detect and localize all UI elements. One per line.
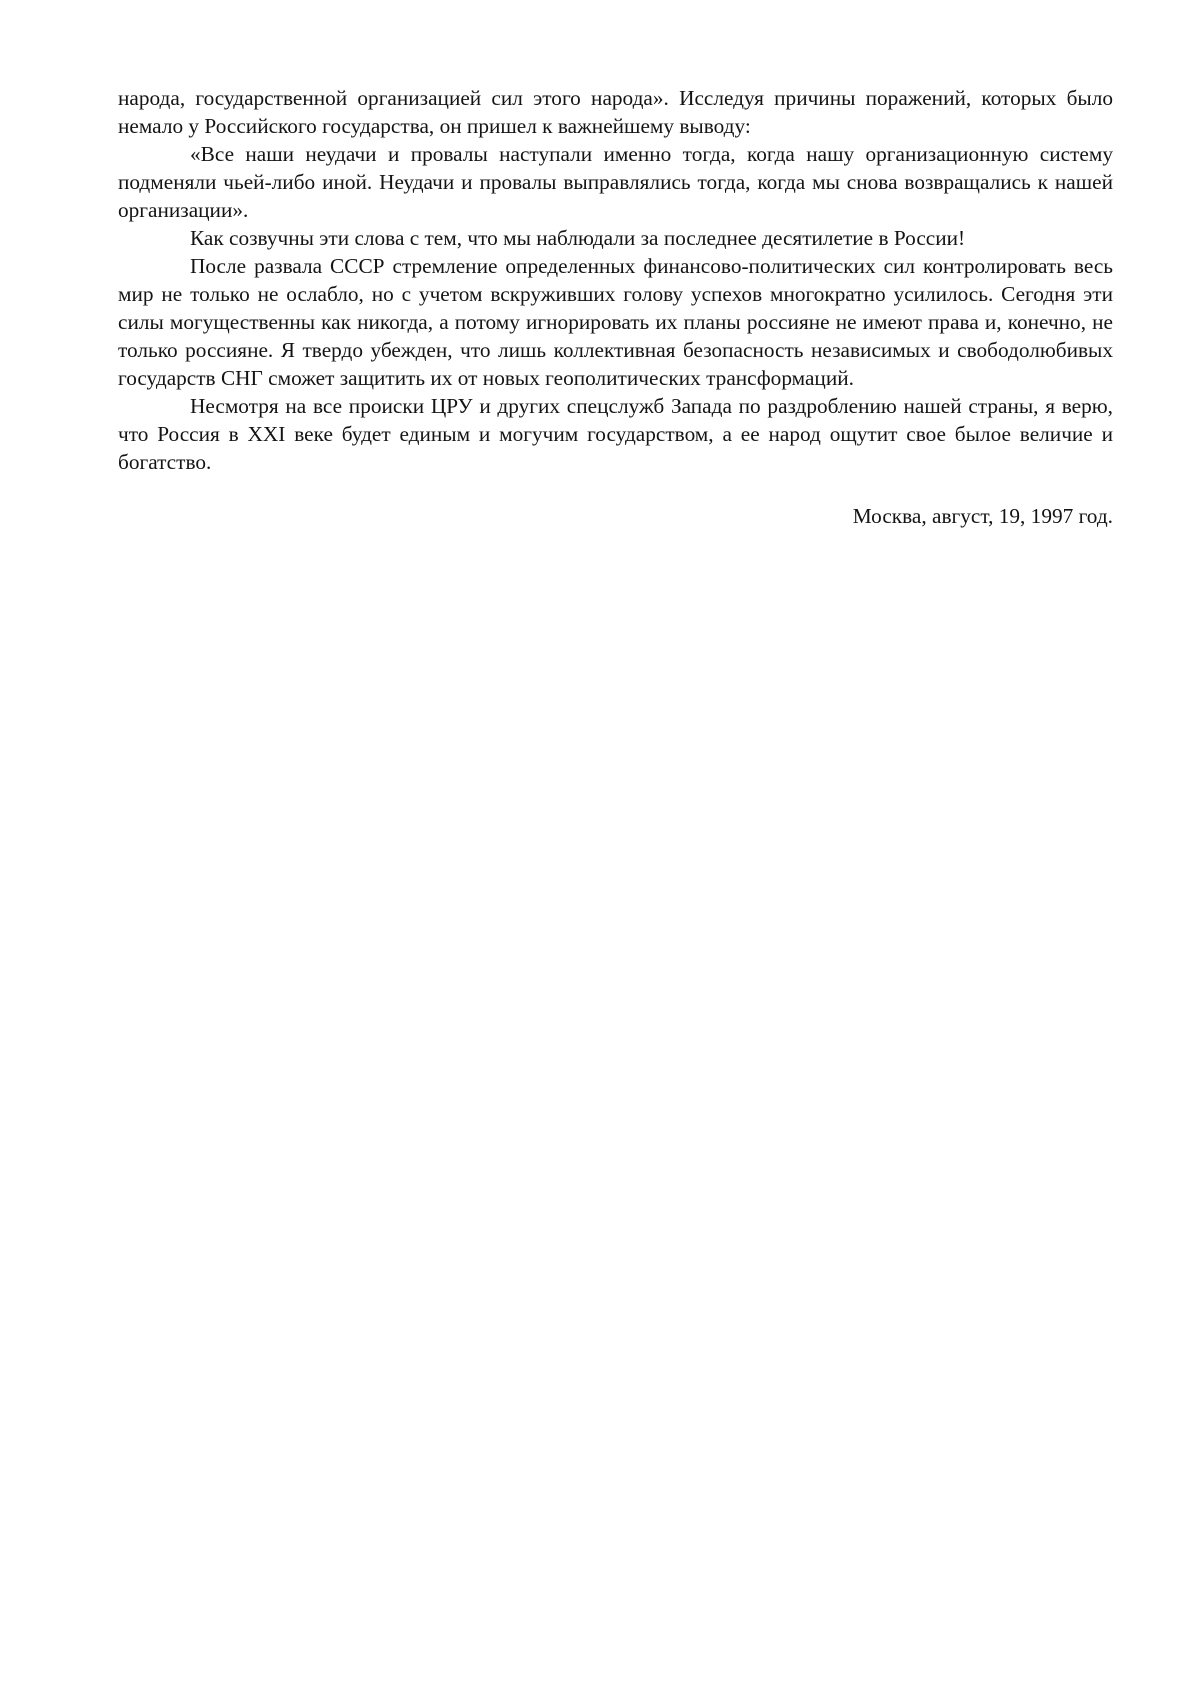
paragraph-ussr-collapse: После развала СССР стремление определенных финансово-политических сил контролировать весь мир не только не ослабло, но с учетом вскруживших голову успехов многократно усилилось. Сегодня эти силы могущественны как никогда, а потому игнорировать их планы россияне не имеют права и, конечно, не только россияне. Я твердо убежден, что лишь коллективная безопасность независимых и свободолюбивых государств СНГ сможет защитить их от новых геополитических трансформаций. [118,254,1113,390]
paragraph-continuation: народа, государственной организацией сил этого народа». Исследуя причины поражений, которых было немало у Российского государства, он пришел к важнейшему выводу: [118,86,1113,138]
paragraph-quote: «Все наши неудачи и провалы наступали именно тогда, когда нашу организационную систему подменяли чьей-либо иной. Неудачи и провалы выправлялись тогда, когда мы снова возвращались к нашей организации». [118,142,1113,222]
signature-date-line: Москва, август, 19, 1997 год. [852,504,1113,528]
paragraph-conclusion: Несмотря на все происки ЦРУ и других спецслужб Запада по раздроблению нашей страны, я верю, что Россия в XXI веке будет единым и могучим государством, а ее народ ощутит свое былое величие и богатство. [118,394,1113,474]
paragraph-exclamation: Как созвучны эти слова с тем, что мы наблюдали за последнее десятилетие в России! [190,226,966,250]
document-page [118,84,1113,530]
